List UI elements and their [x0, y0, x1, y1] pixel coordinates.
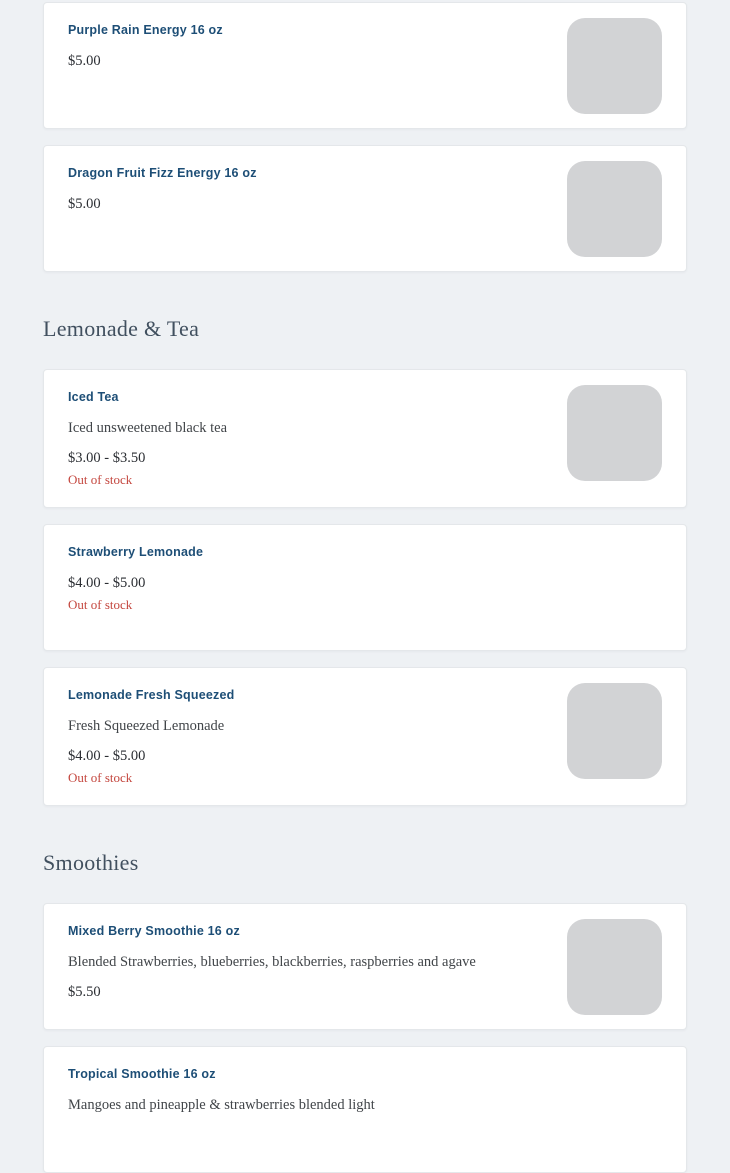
- item-name: Strawberry Lemonade: [68, 545, 204, 559]
- menu-sections: [43, 2, 687, 1173]
- item-image-placeholder: [567, 161, 662, 257]
- out-of-stock-label: Out of stock: [68, 770, 133, 785]
- menu-item-card[interactable]: [43, 524, 687, 651]
- menu-item-card[interactable]: [43, 667, 687, 806]
- menu-item-card[interactable]: [43, 1046, 687, 1173]
- menu-item-details: [68, 23, 568, 69]
- item-name: Purple Rain Energy 16 oz: [68, 23, 223, 37]
- menu-item-details: [68, 688, 568, 785]
- item-image-placeholder: [567, 683, 662, 779]
- item-price: $4.00 - $5.00: [68, 748, 146, 764]
- out-of-stock-label: Out of stock: [68, 597, 133, 612]
- menu-item-details: [68, 1067, 568, 1113]
- item-price: $5.50: [68, 984, 101, 1000]
- item-image-placeholder: [567, 919, 662, 1015]
- menu-item-card[interactable]: [43, 903, 687, 1030]
- item-name: Iced Tea: [68, 390, 119, 404]
- section-heading: Lemonade & Tea: [43, 316, 200, 341]
- item-name: Lemonade Fresh Squeezed: [68, 688, 235, 702]
- item-price: $3.00 - $3.50: [68, 450, 146, 466]
- item-name: Dragon Fruit Fizz Energy 16 oz: [68, 166, 257, 180]
- item-image-placeholder: [567, 385, 662, 481]
- item-image-placeholder: [567, 18, 662, 114]
- item-price: $5.00: [68, 53, 101, 69]
- item-description: Fresh Squeezed Lemonade: [68, 718, 225, 734]
- menu-item-card[interactable]: [43, 369, 687, 508]
- menu-item-details: [68, 924, 568, 1000]
- item-description: Blended Strawberries, blueberries, blackberries, raspberries and agave: [68, 954, 476, 970]
- item-name: Mixed Berry Smoothie 16 oz: [68, 924, 240, 938]
- item-price: $4.00 - $5.00: [68, 575, 146, 591]
- menu-item-details: [68, 166, 568, 212]
- item-description: Mangoes and pineapple & strawberries blended light: [68, 1097, 375, 1113]
- menu-item-details: [68, 390, 568, 487]
- out-of-stock-label: Out of stock: [68, 472, 133, 487]
- section-heading: Smoothies: [43, 850, 139, 875]
- item-price: $5.00: [68, 196, 101, 212]
- item-name: Tropical Smoothie 16 oz: [68, 1067, 216, 1081]
- menu-item-card[interactable]: [43, 145, 687, 272]
- menu-item-card[interactable]: [43, 2, 687, 129]
- menu-item-details: [68, 545, 568, 612]
- item-description: Iced unsweetened black tea: [68, 420, 228, 436]
